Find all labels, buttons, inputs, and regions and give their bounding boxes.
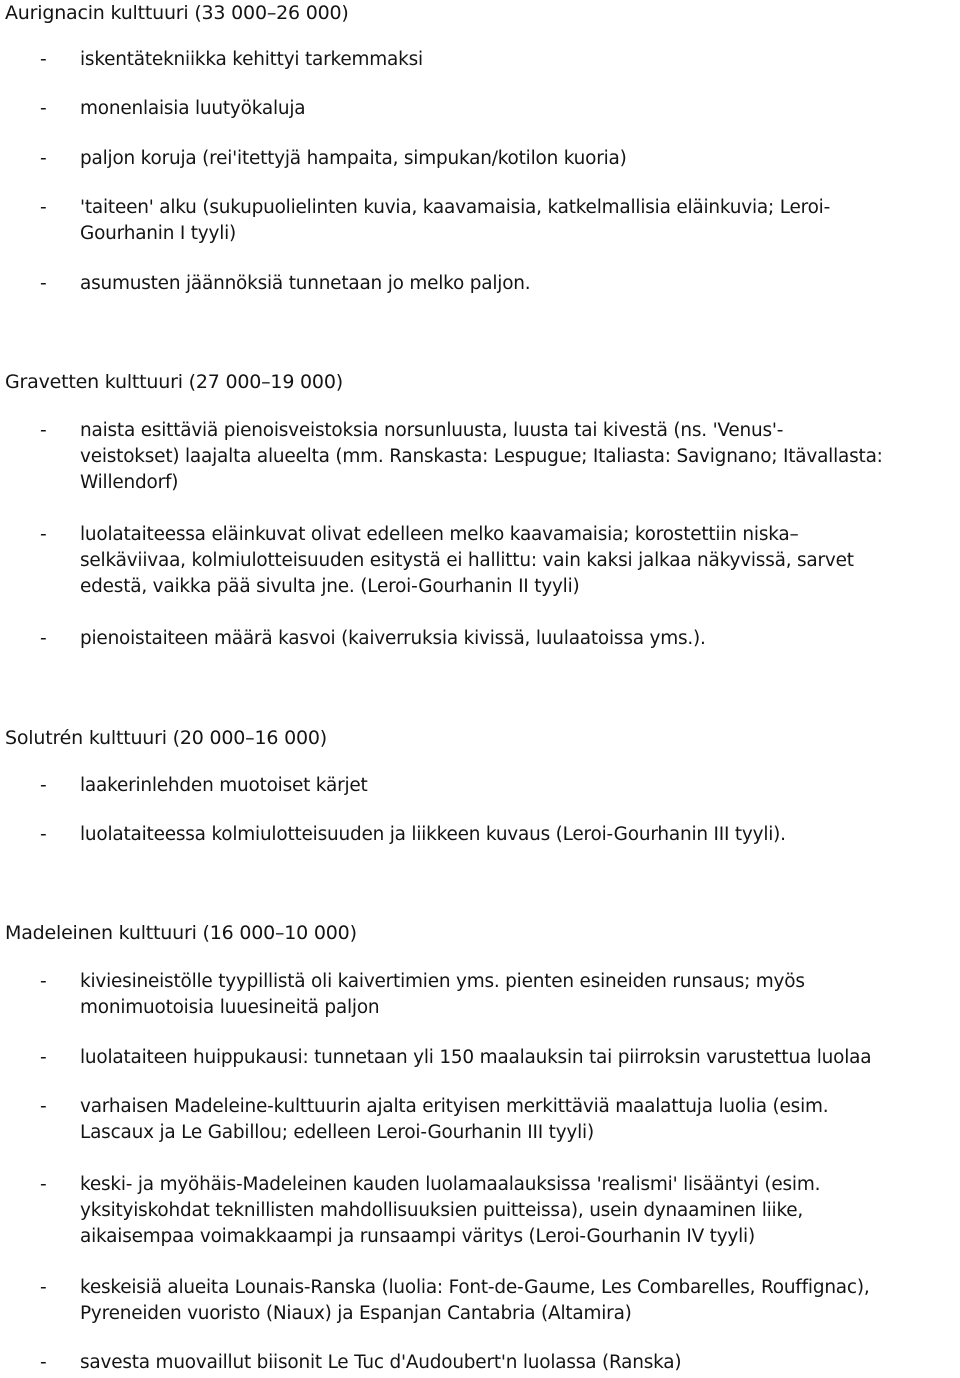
text-line: iskentätekniikka kehittyi tarkemmaksi xyxy=(80,49,423,70)
text-line: monimuotoisia luuesineitä paljon xyxy=(80,997,380,1018)
text-line: varhaisen Madeleine-kulttuurin ajalta erityisen merkittäviä maalattuja luolia (esim. xyxy=(80,1096,829,1117)
text-line: luolataiteessa kolmiulotteisuuden ja liikkeen kuvaus (Leroi-Gourhanin III tyyli). xyxy=(80,824,786,845)
text-line: Lascaux ja Le Gabillou; edelleen Leroi-Gourhanin III tyyli) xyxy=(80,1122,594,1143)
section-heading: Aurignacin kulttuuri (33 000–26 000) xyxy=(5,2,349,24)
text-line: Gourhanin I tyyli) xyxy=(80,223,237,244)
text-line: luolataiteessa eläinkuvat olivat edelleen melko kaavamaisia; korostettiin niska– xyxy=(80,524,799,545)
bullet-dash: - xyxy=(40,1047,47,1068)
bullet-dash: - xyxy=(40,775,47,796)
bullet-dash: - xyxy=(40,1096,47,1117)
text-line: luolataiteen huippukausi: tunnetaan yli 150 maalauksin tai piirroksin varustettua luolaa xyxy=(80,1047,872,1068)
list-item-text xyxy=(80,1045,960,1071)
text-line: edestä, vaikka pää sivulta jne. (Leroi-Gourhanin II tyyli) xyxy=(80,576,580,597)
list-item-text xyxy=(80,626,960,652)
section-heading: Solutrén kulttuuri (20 000–16 000) xyxy=(5,727,327,749)
text-line: paljon koruja (rei'itettyjä hampaita, simpukan/kotilon kuoria) xyxy=(80,148,627,169)
list-item-text xyxy=(80,96,960,122)
bullet-dash: - xyxy=(40,628,47,649)
bullet-dash: - xyxy=(40,148,47,169)
text-line: kiviesineistölle tyypillistä oli kaivertimien yms. pienten esineiden runsaus; myös xyxy=(80,971,805,992)
text-line: 'taiteen' alku (sukupuolielinten kuvia, kaavamaisia, katkelmallisia eläinkuvia; Leroi- xyxy=(80,197,831,218)
list-item-text xyxy=(80,271,960,297)
bullet-dash: - xyxy=(40,524,47,545)
text-line: veistokset) laajalta alueelta (mm. Ranskasta: Lespugue; Italiasta: Savignano; Itävallasta: xyxy=(80,446,883,467)
bullet-dash: - xyxy=(40,420,47,441)
bullet-dash: - xyxy=(40,1352,47,1373)
text-line: pienoistaiteen määrä kasvoi (kaiverruksia kivissä, luulaatoissa yms.). xyxy=(80,628,706,649)
text-line: Pyreneiden vuoristo (Niaux) ja Espanjan Cantabria (Altamira) xyxy=(80,1303,632,1324)
list-item-text xyxy=(80,195,960,247)
list-item-text xyxy=(80,822,960,848)
text-line: naista esittäviä pienoisveistoksia norsunluusta, luusta tai kivestä (ns. 'Venus'- xyxy=(80,420,784,441)
bullet-dash: - xyxy=(40,49,47,70)
list-item-text xyxy=(80,1350,960,1376)
section-heading: Gravetten kulttuuri (27 000–19 000) xyxy=(5,371,343,393)
list-item-text xyxy=(80,1172,960,1250)
text-line: asumusten jäännöksiä tunnetaan jo melko paljon. xyxy=(80,273,531,294)
list-item-text xyxy=(80,418,960,496)
bullet-dash: - xyxy=(40,971,47,992)
text-line: keskeisiä alueita Lounais-Ranska (luolia: Font-de-Gaume, Les Combarelles, Rouffignac), xyxy=(80,1277,870,1298)
bullet-dash: - xyxy=(40,197,47,218)
text-line: laakerinlehden muotoiset kärjet xyxy=(80,775,368,796)
text-line: aikaisempaa voimakkaampi ja runsaampi väritys (Leroi-Gourhanin IV tyyli) xyxy=(80,1226,755,1247)
text-line: selkäviivaa, kolmiulotteisuuden esitystä ei hallittu: vain kaksi jalkaa näkyvissä, sarvet xyxy=(80,550,854,571)
text-line: Willendorf) xyxy=(80,472,179,493)
bullet-dash: - xyxy=(40,98,47,119)
list-item-text xyxy=(80,1275,960,1327)
text-line: monenlaisia luutyökaluja xyxy=(80,98,306,119)
bullet-dash: - xyxy=(40,824,47,845)
list-item-text xyxy=(80,47,960,73)
text-line: keski- ja myöhäis-Madeleinen kauden luolamaalauksissa 'realismi' lisääntyi (esim. xyxy=(80,1174,821,1195)
text-line: savesta muovaillut biisonit Le Tuc d'Audoubert'n luolassa (Ranska) xyxy=(80,1352,682,1373)
bullet-dash: - xyxy=(40,1174,47,1195)
bullet-dash: - xyxy=(40,273,47,294)
list-item-text xyxy=(80,969,960,1021)
section-heading: Madeleinen kulttuuri (16 000–10 000) xyxy=(5,922,357,944)
list-item-text xyxy=(80,146,960,172)
list-item-text xyxy=(80,1094,960,1146)
list-item-text xyxy=(80,773,960,799)
list-item-text xyxy=(80,522,960,600)
text-line: yksityiskohdat teknillisten mahdollisuuksien puitteissa), usein dynaaminen liike, xyxy=(80,1200,804,1221)
bullet-dash: - xyxy=(40,1277,47,1298)
